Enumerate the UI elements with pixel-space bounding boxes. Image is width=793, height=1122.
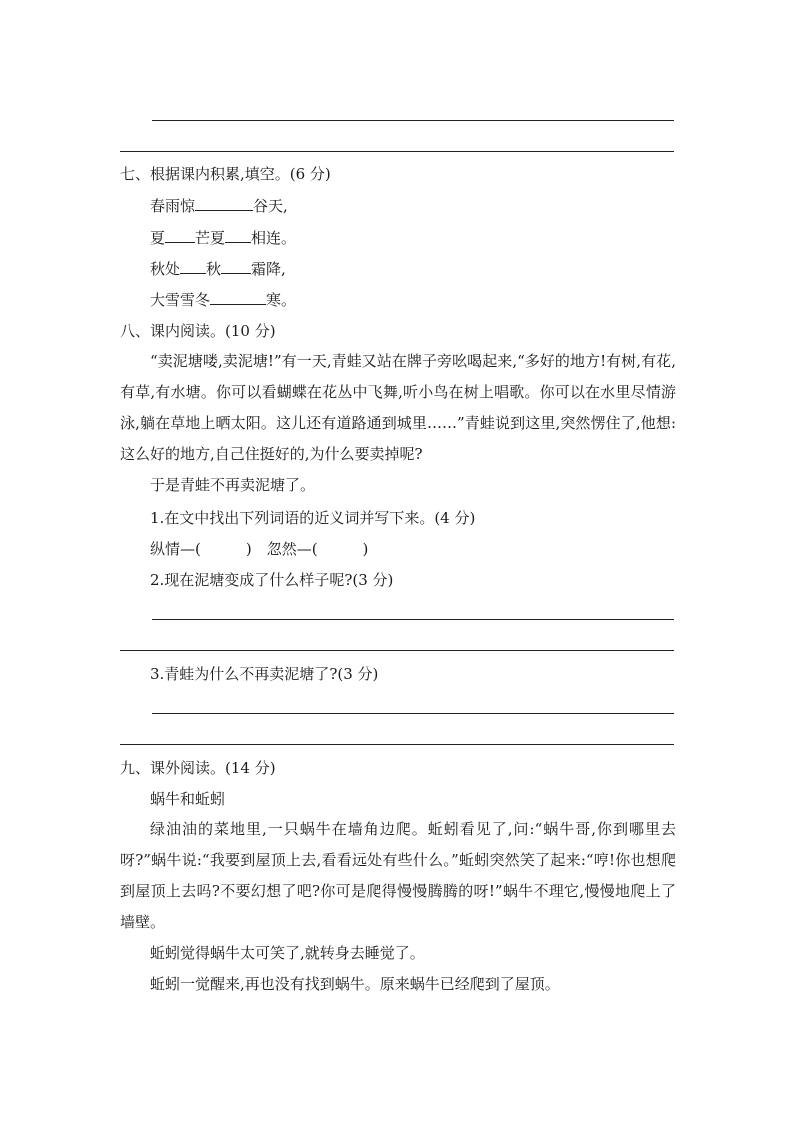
answer-line[interactable] — [120, 151, 674, 152]
passage-paragraph: “卖泥塘喽,卖泥塘!”有一天,青蛙又站在牌子旁吆喝起来,“多好的地方!有树,有花,有草,有水塘。你可以看蝴蝶在花丛中飞舞,听小鸟在树上唱歌。你可以在水里尽情游泳,躺在草地上晒太阳。这儿还有道路通到城里……”青蛙说到这里,突然愣住了,他想:这么好的地方,自己住挺好的,为什么要卖掉呢? — [120, 352, 676, 463]
fill-line-4: 大雪雪冬 寒。 — [150, 291, 297, 309]
fill-blank[interactable] — [165, 228, 195, 243]
section8-heading: 八、课内阅读。(10 分) — [120, 322, 276, 340]
question-2: 2.现在泥塘变成了什么样子呢?(3 分) — [150, 571, 394, 589]
section9-heading: 九、课外阅读。(14 分) — [120, 759, 276, 777]
question-1: 1.在文中找出下列词语的近义词并写下来。(4 分) — [150, 509, 476, 527]
answer-line[interactable] — [120, 650, 674, 651]
answer-line[interactable] — [120, 744, 674, 745]
passage-paragraph: 蚯蚓一觉醒来,再也没有找到蜗牛。原来蜗牛已经爬到了屋顶。 — [150, 975, 560, 993]
question-1-items: 纵情—( ) 忽然—( ) — [150, 540, 369, 558]
fill-blank[interactable] — [221, 259, 251, 274]
answer-line[interactable] — [152, 713, 674, 714]
fill-blank[interactable] — [180, 259, 206, 274]
passage-paragraph: 于是青蛙不再卖泥塘了。 — [150, 476, 316, 494]
fill-blank[interactable] — [195, 196, 253, 211]
fill-line-3: 秋处 秋 霜降, — [150, 260, 286, 278]
passage-paragraph: 绿油油的菜地里,一只蜗牛在墙角边爬。蚯蚓看见了,问:“蜗牛哥,你到哪里去呀?”蜗牛说:“我要到屋顶上去,看看远处有些什么。”蚯蚓突然笑了起来:“哼!你也想爬到屋顶上去吗?不要幻想了吧?你可是爬得慢慢腾腾的呀!”蜗牛不理它,慢慢地爬上了墙壁。 — [120, 820, 676, 931]
answer-line[interactable] — [152, 120, 674, 121]
section7-heading: 七、根据课内积累,填空。(6 分) — [120, 165, 331, 183]
passage-8 — [120, 346, 676, 501]
story-title: 蜗牛和蚯蚓 — [150, 790, 226, 808]
answer-line[interactable] — [152, 619, 674, 620]
question-3: 3.青蛙为什么不再卖泥塘了?(3 分) — [150, 665, 379, 683]
passage-paragraph: 蚯蚓觉得蜗牛太可笑了,就转身去睡觉了。 — [150, 944, 425, 962]
fill-blank[interactable] — [225, 228, 251, 243]
fill-line-1: 春雨惊 谷天, — [150, 197, 288, 215]
passage-9 — [120, 814, 676, 1000]
fill-line-2: 夏 芒夏 相连。 — [150, 229, 297, 247]
fill-blank[interactable] — [210, 290, 266, 305]
